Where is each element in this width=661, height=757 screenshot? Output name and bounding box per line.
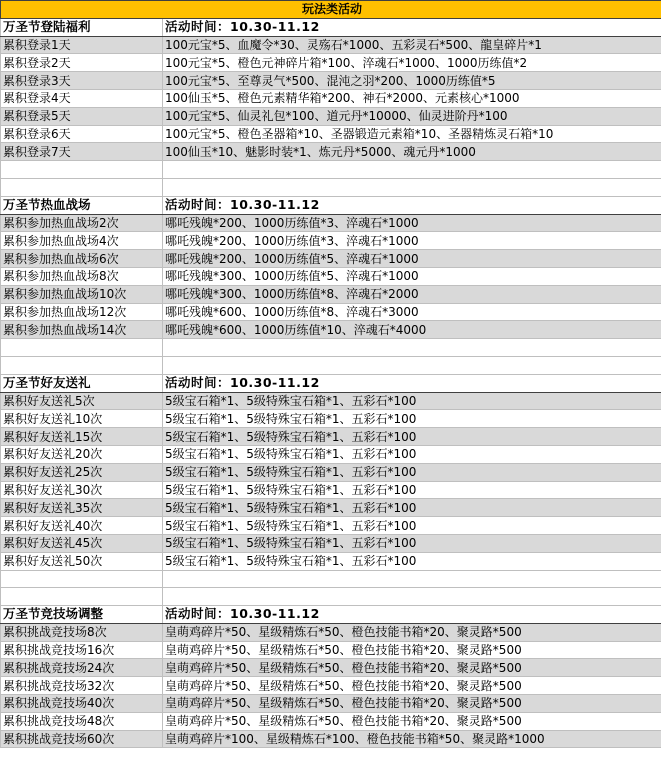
empty-cell[interactable] [1,570,163,588]
condition-cell[interactable]: 累积好友送礼5次 [1,392,163,410]
section-time-cell[interactable]: 活动时间：10.30-11.12 [163,196,661,214]
reward-row [1,730,661,748]
condition-cell[interactable]: 累积登录3天 [1,72,163,90]
condition-cell[interactable]: 累积好友送礼50次 [1,552,163,570]
reward-cell[interactable]: 哪吒残魄*300、1000历练值*8、淬魂石*2000 [163,285,661,303]
reward-cell[interactable]: 100元宝*5、血魔令*30、灵殇石*1000、五彩灵石*500、龍皇碎片*1 [163,36,661,54]
empty-cell[interactable] [163,588,661,606]
reward-cell[interactable]: 皇萌鸡碎片*50、星级精炼石*50、橙色技能书箱*20、聚灵路*500 [163,695,661,713]
empty-cell[interactable] [1,178,163,196]
reward-cell[interactable]: 哪吒残魄*600、1000历练值*10、淬魂石*4000 [163,321,661,339]
condition-cell[interactable]: 累积好友送礼20次 [1,445,163,463]
condition-cell[interactable]: 累积参加热血战场14次 [1,321,163,339]
reward-cell[interactable]: 100仙玉*5、橙色元素精华箱*200、神石*2000、元素核心*1000 [163,89,661,107]
blank-row [1,588,661,606]
reward-cell[interactable]: 哪吒残魄*200、1000历练值*3、淬魂石*1000 [163,232,661,250]
reward-cell[interactable]: 哪吒残魄*200、1000历练值*5、淬魂石*1000 [163,250,661,268]
reward-cell[interactable]: 哪吒残魄*600、1000历练值*8、淬魂石*3000 [163,303,661,321]
condition-cell[interactable]: 累积好友送礼35次 [1,499,163,517]
reward-cell[interactable]: 5级宝石箱*1、5级特殊宝石箱*1、五彩石*100 [163,410,661,428]
condition-cell[interactable]: 累积参加热血战场6次 [1,250,163,268]
reward-row [1,517,661,535]
reward-cell[interactable]: 5级宝石箱*1、5级特殊宝石箱*1、五彩石*100 [163,445,661,463]
condition-cell[interactable]: 累积挑战竞技场16次 [1,641,163,659]
reward-cell[interactable]: 100元宝*5、橙色元神碎片箱*100、淬魂石*1000、1000历练值*2 [163,54,661,72]
reward-cell[interactable]: 皇萌鸡碎片*100、星级精炼石*100、橙色技能书箱*50、聚灵路*1000 [163,730,661,748]
blank-row [1,339,661,357]
section-time-cell[interactable]: 活动时间：10.30-11.12 [163,374,661,392]
blank-row [1,570,661,588]
empty-cell[interactable] [163,570,661,588]
reward-row [1,250,661,268]
reward-row [1,552,661,570]
condition-cell[interactable]: 累积好友送礼45次 [1,534,163,552]
condition-cell[interactable]: 累积参加热血战场8次 [1,267,163,285]
reward-row [1,267,661,285]
reward-cell[interactable]: 皇萌鸡碎片*50、星级精炼石*50、橙色技能书箱*20、聚灵路*500 [163,623,661,641]
condition-cell[interactable]: 累积好友送礼10次 [1,410,163,428]
reward-cell[interactable]: 5级宝石箱*1、5级特殊宝石箱*1、五彩石*100 [163,517,661,535]
condition-cell[interactable]: 累积挑战竞技场40次 [1,695,163,713]
reward-cell[interactable]: 5级宝石箱*1、5级特殊宝石箱*1、五彩石*100 [163,481,661,499]
reward-cell[interactable]: 100元宝*5、橙色圣器箱*10、圣器锻造元素箱*10、圣器精炼灵石箱*10 [163,125,661,143]
empty-cell[interactable] [1,588,163,606]
empty-cell[interactable] [1,356,163,374]
condition-cell[interactable]: 累积登录5天 [1,107,163,125]
reward-cell[interactable]: 5级宝石箱*1、5级特殊宝石箱*1、五彩石*100 [163,534,661,552]
reward-row [1,445,661,463]
empty-cell[interactable] [163,178,661,196]
reward-cell[interactable]: 5级宝石箱*1、5级特殊宝石箱*1、五彩石*100 [163,499,661,517]
reward-row [1,89,661,107]
reward-cell[interactable]: 100元宝*5、仙灵礼包*100、道元丹*10000、仙灵进阶丹*100 [163,107,661,125]
condition-cell[interactable]: 累积登录6天 [1,125,163,143]
section-time-cell[interactable]: 活动时间：10.30-11.12 [163,606,661,624]
reward-cell[interactable]: 皇萌鸡碎片*50、星级精炼石*50、橙色技能书箱*20、聚灵路*500 [163,677,661,695]
condition-cell[interactable]: 累积挑战竞技场8次 [1,623,163,641]
reward-row [1,712,661,730]
condition-cell[interactable]: 累积好友送礼30次 [1,481,163,499]
condition-cell[interactable]: 累积好友送礼25次 [1,463,163,481]
reward-cell[interactable]: 5级宝石箱*1、5级特殊宝石箱*1、五彩石*100 [163,463,661,481]
reward-row [1,321,661,339]
reward-row [1,623,661,641]
reward-row [1,534,661,552]
section-name-cell[interactable]: 万圣节竞技场调整 [1,606,163,624]
blank-row [1,161,661,179]
section-header-row [1,374,661,392]
condition-cell[interactable]: 累积参加热血战场4次 [1,232,163,250]
section-header-row [1,196,661,214]
reward-cell[interactable]: 5级宝石箱*1、5级特殊宝石箱*1、五彩石*100 [163,552,661,570]
section-header-row [1,606,661,624]
condition-cell[interactable]: 累积挑战竞技场32次 [1,677,163,695]
empty-cell[interactable] [1,339,163,357]
sheet-title[interactable]: 玩法类活动 [1,1,661,19]
reward-row [1,428,661,446]
reward-row [1,695,661,713]
section-name-cell[interactable]: 万圣节登陆福利 [1,18,163,36]
empty-cell[interactable] [1,161,163,179]
reward-cell[interactable]: 皇萌鸡碎片*50、星级精炼石*50、橙色技能书箱*20、聚灵路*500 [163,712,661,730]
reward-cell[interactable]: 皇萌鸡碎片*50、星级精炼石*50、橙色技能书箱*20、聚灵路*500 [163,659,661,677]
reward-cell[interactable]: 100元宝*5、至尊灵气*500、混沌之羽*200、1000历练值*5 [163,72,661,90]
section-name-cell[interactable]: 万圣节热血战场 [1,196,163,214]
reward-row [1,481,661,499]
condition-cell[interactable]: 累积好友送礼40次 [1,517,163,535]
reward-row [1,410,661,428]
blank-row [1,178,661,196]
reward-row [1,36,661,54]
reward-row [1,392,661,410]
empty-cell[interactable] [163,339,661,357]
reward-row [1,677,661,695]
reward-row [1,303,661,321]
reward-row [1,107,661,125]
reward-row [1,285,661,303]
reward-cell[interactable]: 哪吒残魄*300、1000历练值*5、淬魂石*1000 [163,267,661,285]
condition-cell[interactable]: 累积挑战竞技场48次 [1,712,163,730]
section-time-cell[interactable]: 活动时间：10.30-11.12 [163,18,661,36]
empty-cell[interactable] [163,356,661,374]
condition-cell[interactable]: 累积挑战竞技场60次 [1,730,163,748]
condition-cell[interactable]: 累积登录1天 [1,36,163,54]
reward-cell[interactable]: 皇萌鸡碎片*50、星级精炼石*50、橙色技能书箱*20、聚灵路*500 [163,641,661,659]
reward-row [1,214,661,232]
reward-cell[interactable]: 哪吒残魄*200、1000历练值*3、淬魂石*1000 [163,214,661,232]
blank-row [1,356,661,374]
reward-cell[interactable]: 100仙玉*10、魅影时装*1、炼元丹*5000、魂元丹*1000 [163,143,661,161]
section-header-row [1,18,661,36]
condition-cell[interactable]: 累积登录7天 [1,143,163,161]
condition-cell[interactable]: 累积参加热血战场10次 [1,285,163,303]
condition-cell[interactable]: 累积参加热血战场12次 [1,303,163,321]
reward-row [1,72,661,90]
section-name-cell[interactable]: 万圣节好友送礼 [1,374,163,392]
reward-row [1,54,661,72]
empty-cell[interactable] [163,161,661,179]
reward-row [1,463,661,481]
condition-cell[interactable]: 累积参加热血战场2次 [1,214,163,232]
title-row [1,1,661,19]
reward-cell[interactable]: 5级宝石箱*1、5级特殊宝石箱*1、五彩石*100 [163,428,661,446]
reward-row [1,143,661,161]
condition-cell[interactable]: 累积登录2天 [1,54,163,72]
condition-cell[interactable]: 累积登录4天 [1,89,163,107]
condition-cell[interactable]: 累积挑战竞技场24次 [1,659,163,677]
reward-row [1,641,661,659]
reward-cell[interactable]: 5级宝石箱*1、5级特殊宝石箱*1、五彩石*100 [163,392,661,410]
reward-row [1,125,661,143]
condition-cell[interactable]: 累积好友送礼15次 [1,428,163,446]
reward-row [1,659,661,677]
reward-row [1,232,661,250]
reward-row [1,499,661,517]
